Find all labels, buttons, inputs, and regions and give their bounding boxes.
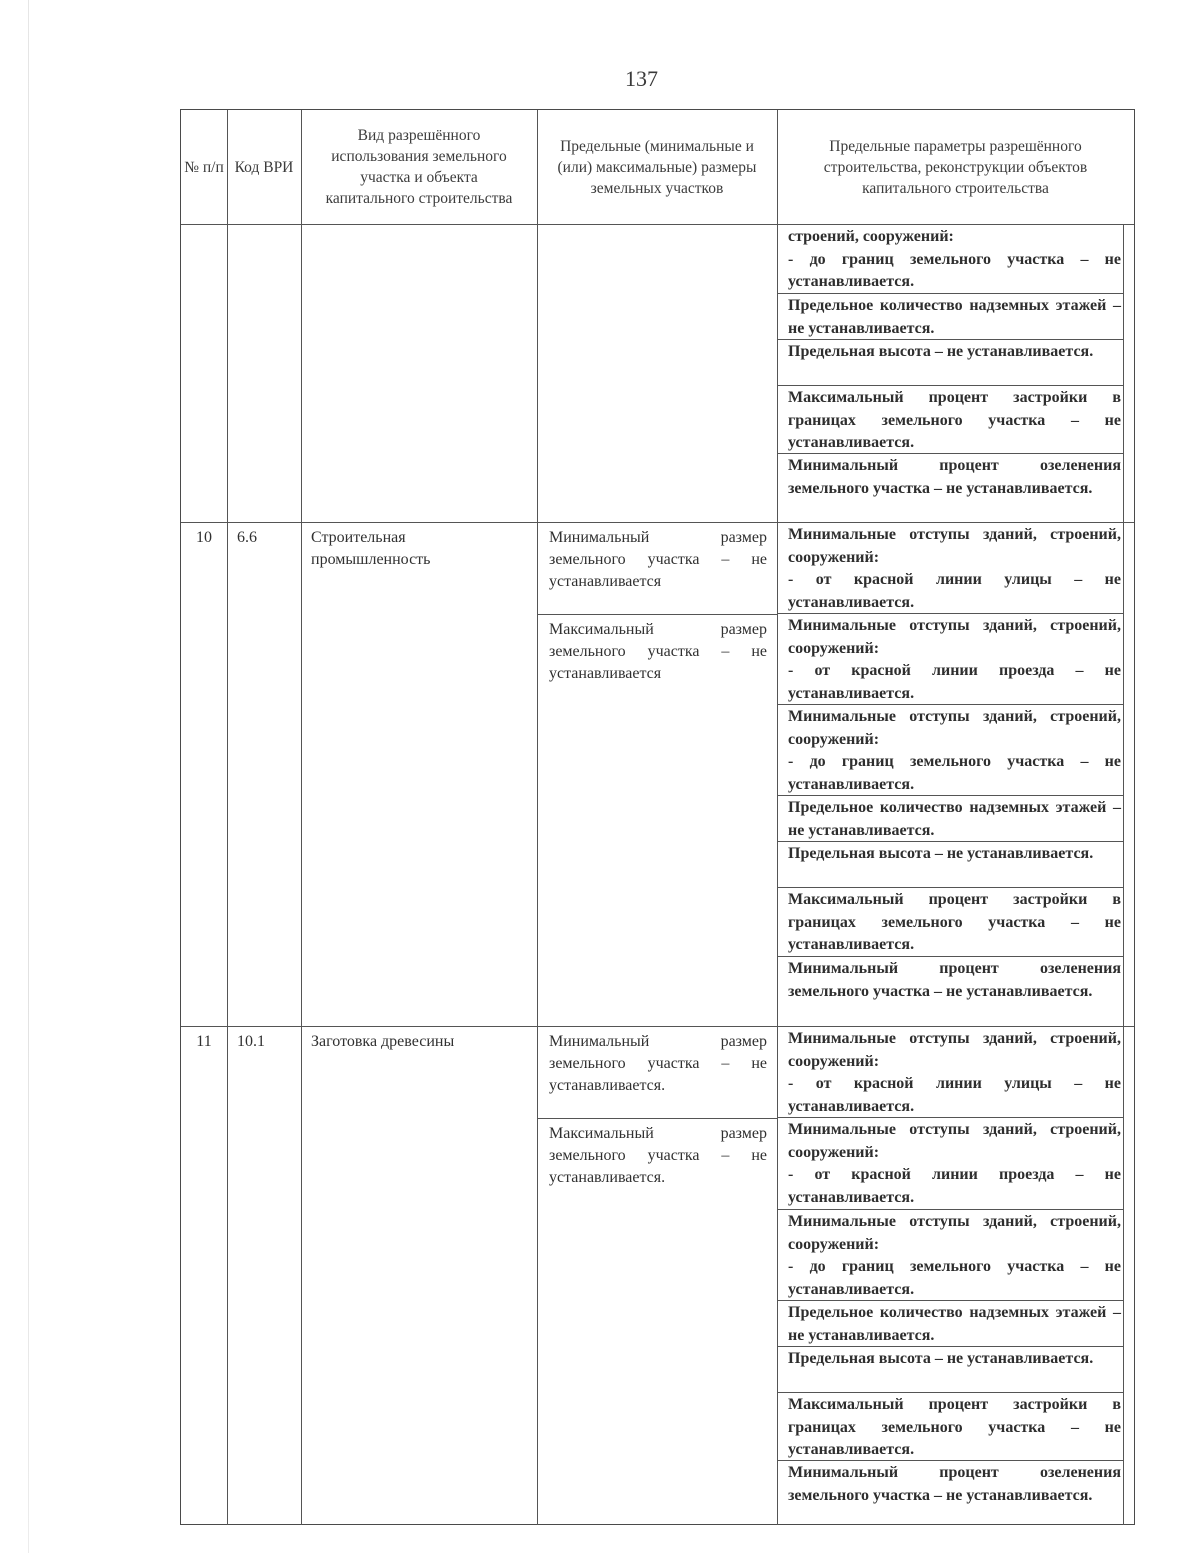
column-divider: [301, 523, 302, 1027]
param-cell: Минимальные отступы зданий, строений, сооружений: - от красной линии проезда – не устанавливается.: [778, 1118, 1124, 1210]
header-build-params: Предельные параметры разрешённого строительства, реконструкции объектов капитального строительства: [823, 137, 1088, 197]
param-cell: Минимальные отступы зданий, строений, сооружений: - от красной линии улицы – не устанавливается.: [778, 1027, 1124, 1118]
param-cell: Максимальный процент застройки в границах земельного участка – не устанавливается.: [778, 1393, 1124, 1461]
table-row-continued: [181, 224, 1134, 523]
param-cell: строений, сооружений: - до границ земельного участка – не устанавливается.: [778, 225, 1124, 294]
column-divider: [227, 523, 228, 1027]
param-cell: Предельная высота – не устанавливается.: [778, 1347, 1124, 1393]
column-divider: [301, 225, 302, 523]
param-cell: Предельное количество надземных этажей – не устанавливается.: [778, 294, 1124, 340]
param-cell: Минимальные отступы зданий, строений, сооружений: - от красной линии улицы – не устанавливается.: [778, 523, 1124, 614]
regulations-table: [180, 109, 1135, 1525]
plot-size-max: Максимальный размер земельного участка – не устанавливается: [549, 621, 767, 682]
param-cell: Минимальные отступы зданий, строений, сооружений: - до границ земельного участка – не устанавливается.: [778, 705, 1124, 796]
table-header-row: [181, 110, 1134, 224]
row-code: 10.1: [237, 1033, 265, 1050]
plot-size-max: Максимальный размер земельного участка – не устанавливается.: [549, 1125, 767, 1186]
table-row: [181, 1026, 1134, 1525]
column-divider: [301, 1027, 302, 1525]
plot-size-min: Минимальный размер земельного участка – не устанавливается: [549, 529, 767, 590]
param-cell: Предельное количество надземных этажей – не устанавливается.: [778, 1301, 1124, 1347]
row-use-type: Строительная промышленность: [311, 529, 431, 568]
param-cell: Минимальный процент озеленения земельного участка – не устанавливается.: [778, 454, 1124, 523]
table-row: [181, 522, 1134, 1027]
header-num: № п/п: [184, 158, 224, 176]
param-cell: Минимальные отступы зданий, строений, сооружений: - до границ земельного участка – не устанавливается.: [778, 1210, 1124, 1301]
scan-edge-line: [28, 0, 29, 1553]
param-cell: Предельное количество надземных этажей – не устанавливается.: [778, 796, 1124, 842]
param-cell: Предельная высота – не устанавливается.: [778, 842, 1124, 888]
column-divider: [537, 1027, 538, 1525]
column-divider: [227, 225, 228, 523]
plot-size-min: Минимальный размер земельного участка – не устанавливается.: [549, 1033, 767, 1094]
param-cell: Минимальный процент озеленения земельного участка – не устанавливается.: [778, 1461, 1124, 1525]
header-code: Код ВРИ: [234, 158, 294, 176]
page-number: 137: [625, 66, 658, 91]
column-divider: [537, 523, 538, 1027]
header-use-type: Вид разрешённого использования земельного участка и объекта капитального строительства: [325, 127, 513, 207]
row-code: 6.6: [237, 529, 257, 546]
column-divider: [227, 1027, 228, 1525]
param-cell: Максимальный процент застройки в границах земельного участка – не устанавливается.: [778, 888, 1124, 957]
param-cell: Предельная высота – не устанавливается.: [778, 340, 1124, 386]
param-cell: Минимальный процент озеленения земельного участка – не устанавливается.: [778, 957, 1124, 1027]
param-cell: Максимальный процент застройки в границах земельного участка – не устанавливается.: [778, 386, 1124, 454]
column-divider: [537, 225, 538, 523]
header-plot-size: Предельные (минимальные и (или) максимальные) размеры земельных участков: [557, 137, 757, 197]
row-number: 11: [196, 1033, 212, 1050]
row-number: 10: [196, 529, 212, 546]
row-use-type: Заготовка древесины: [311, 1033, 455, 1050]
param-cell: Минимальные отступы зданий, строений, сооружений: - от красной линии проезда – не устанавливается.: [778, 614, 1124, 705]
